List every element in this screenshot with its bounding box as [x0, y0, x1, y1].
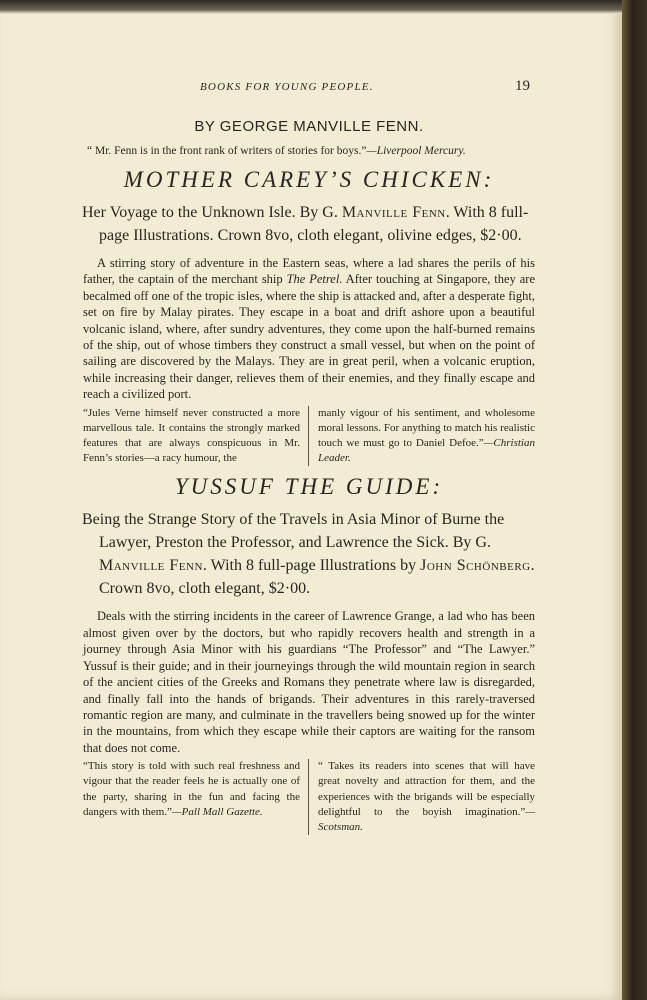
page-content: [83, 118, 535, 835]
book1-title: MOTHER CAREY’S CHICKEN:: [123, 167, 495, 192]
book2-sub-c: . Crown 8vo, cloth elegant, $2·00.: [99, 557, 535, 598]
book2-sub-b: . With 8 full-page Illustrations by: [202, 557, 421, 575]
book1-sub-a: Her Voyage to the Unknown Isle. By G.: [82, 204, 342, 221]
book2-review-left-text: “This story is told with such real freshness and vigour that the reader feels he is actually one of the party, sharing in the fun and facing the dangers with them.”: [83, 760, 300, 818]
book2-author: Manville Fenn: [99, 557, 203, 575]
book1-subtitle: [83, 201, 535, 247]
running-head-title: BOOKS FOR YOUNG PEOPLE.: [200, 81, 374, 93]
book2-subtitle: [83, 508, 535, 600]
book1-reviews: [83, 406, 535, 467]
book2-description: Deals with the stirring incidents in the career of Lawrence Grange, a lad who has been almost given over by the doctors, but who rapidly recovers health and strength in a journey through Asia Minor with his guardians “The Professor” and “The Lawyer.” Yussuf is their guide; and in their journeyings through the wild mountain region in search of the ancient cities of the Greeks and Romans they penetrate where law is disregarded, and finally fall into the hands of brigands. Their adventures in this rarely-traversed romantic region are many, and culminate in the travellers being snowed up for the winter in the mountains, from which they escape while their captors are waiting for the ransom that does not come.: [83, 609, 535, 755]
book2-review-right-source: —Scotsman.: [318, 805, 535, 833]
book2-review-left: [83, 759, 308, 835]
book1-review-right-source: —Christian Leader.: [318, 437, 535, 465]
page-top-edge: [0, 0, 622, 14]
book2-illustrator: John Schönberg: [420, 557, 531, 575]
page-number: 19: [515, 78, 530, 94]
book1-description: [83, 255, 535, 403]
book1-review-right: [308, 406, 535, 467]
book2-review-right-text: “ Takes its readers into scenes that will have great novelty and attraction for them, and the experiences with the brigands will be especially delightful to the boyish imagination.”: [318, 760, 535, 818]
book1-author: Manville Fenn: [341, 204, 446, 221]
book2-review-right: [308, 759, 535, 835]
author-heading: BY GEORGE MANVILLE FENN.: [194, 118, 424, 135]
book1-sub-b: . With 8 full-page Illustrations. Crown 8vo, cloth elegant, olivine edges, $2·00.: [99, 204, 529, 244]
book1-desc-b: After touching at Singapore, they are becalmed off one of the tropic isles, where the ship is attacked and, after a desperate fight, set on fire by Malay pirates. They escape in a boat and drift ashore upon a beautiful volcanic island, where, after sundry adventures, they come upon the half-burned remains of the ship, out of whose timbers they construct a small vessel, but when on the point of sailing are discovered by the Malays. They are in great peril, when a volcanic eruption, while increasing their danger, relieves them of their enemies, and they finally escape and reach a civilized port.: [83, 272, 535, 402]
author-quote-source: —Liverpool Mercury.: [366, 145, 466, 157]
book1-review-right-text: manly vigour of his sentiment, and wholesome moral lessons. For anything to match his realistic touch we must go to Daniel Defoe.”: [318, 406, 535, 450]
book1-desc-a: A stirring story of adventure in the Eastern seas, where a lad shares the perils of his father, the captain of the merchant ship: [83, 256, 535, 287]
book2-reviews: [83, 759, 535, 835]
book2-title: YUSSUF THE GUIDE:: [174, 474, 444, 500]
book2-sub-a: Being the Strange Story of the Travels in Asia Minor of Burne the Lawyer, Preston the Professor, and Lawrence the Sick. By G.: [82, 511, 505, 552]
author-quote-text: “ Mr. Fenn is in the front rank of writers of stories for boys.”: [87, 145, 367, 157]
author-quote: [83, 143, 535, 159]
book1-review-left: “Jules Verne himself never constructed a more marvellous tale. It contains the strongly marked features that are always conspicuous in Mr. Fenn’s stories—a racy humour, the: [83, 406, 300, 465]
book2-review-left-source: —Pall Mall Gazette.: [171, 805, 263, 818]
book1-ship: The Petrel.: [286, 272, 343, 287]
book-spine: [622, 0, 647, 1000]
running-head: [80, 78, 530, 100]
